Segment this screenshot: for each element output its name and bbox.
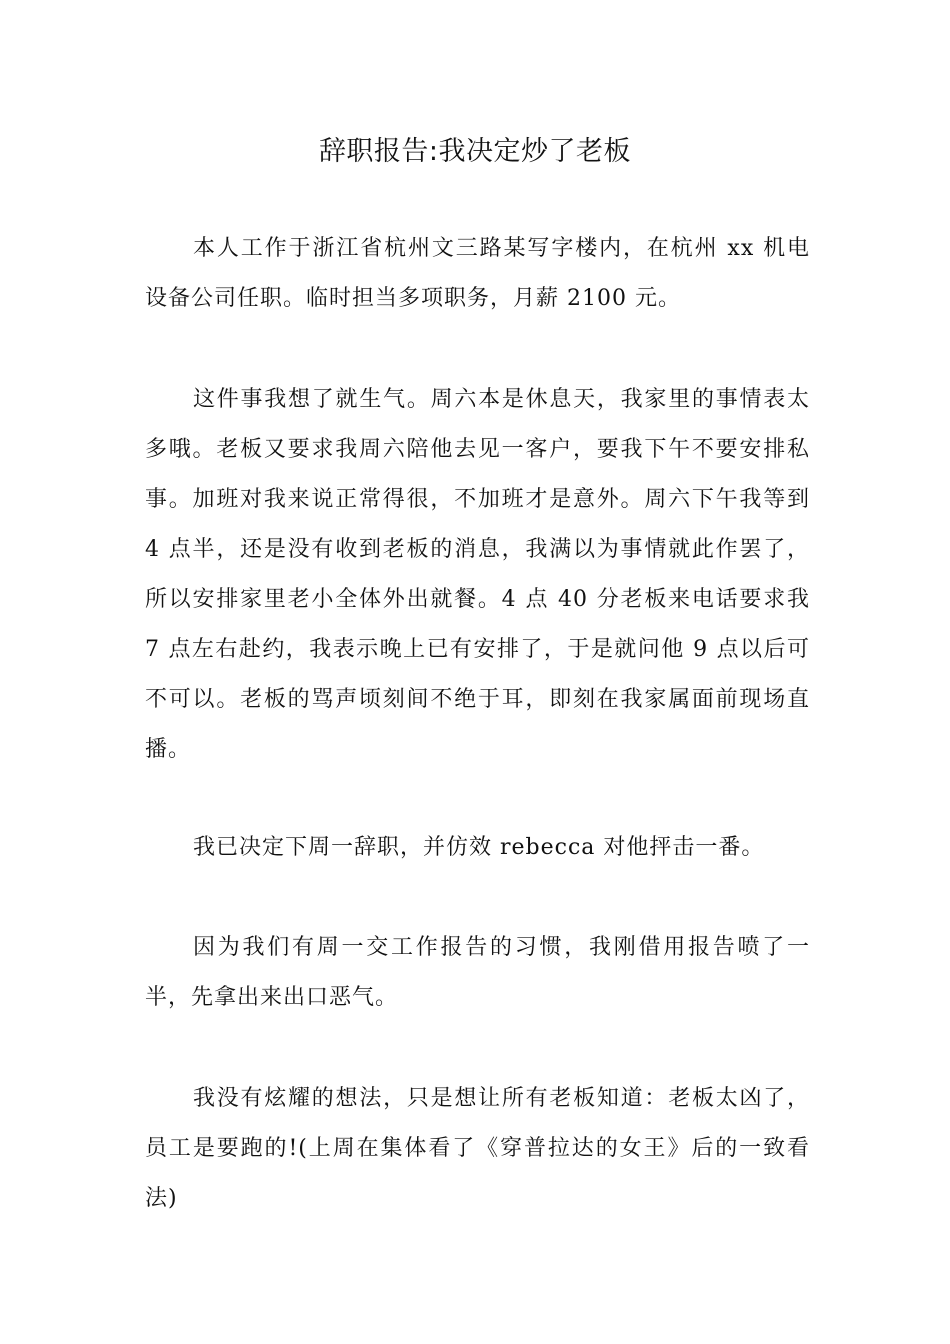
paragraph-message-to-bosses: 我没有炫耀的想法，只是想让所有老板知道：老板太凶了，员工是要跑的!(上周在集体看了《穿普拉达的女王》后的一致看法) <box>145 1086 810 1211</box>
paragraph-job-info: 本人工作于浙江省杭州文三路某写字楼内，在杭州 xx 机电设备公司任职。临时担当多项职务，月薪 2100 元。 <box>145 236 810 311</box>
document-title: 辞职报告:我决定炒了老板 <box>318 136 632 167</box>
paragraph-decision: 我已决定下周一辞职，并仿效 rebecca 对他抨击一番。 <box>193 835 765 860</box>
paragraph-incident: 这件事我想了就生气。周六本是休息天，我家里的事情表太多哦。老板又要求我周六陪他去见一客户，要我下午不要安排私事。加班对我来说正常得很，不加班才是意外。周六下午我等到 4 点半，还是没有收到老板的消息，我满以为事情就此作罢了，所以安排家里老小全体外出就餐。4 点 40 分老板来电话要求我 7 点左右赴约，我表示晚上已有安排了，于是就问他 9 点以后可不可以。老板的骂声顷刻间不绝于耳，即刻在我家属面前现场直播。 <box>145 387 810 762</box>
paragraph-report-habit: 因为我们有周一交工作报告的习惯，我刚借用报告喷了一半，先拿出来出口恶气。 <box>145 935 810 1010</box>
